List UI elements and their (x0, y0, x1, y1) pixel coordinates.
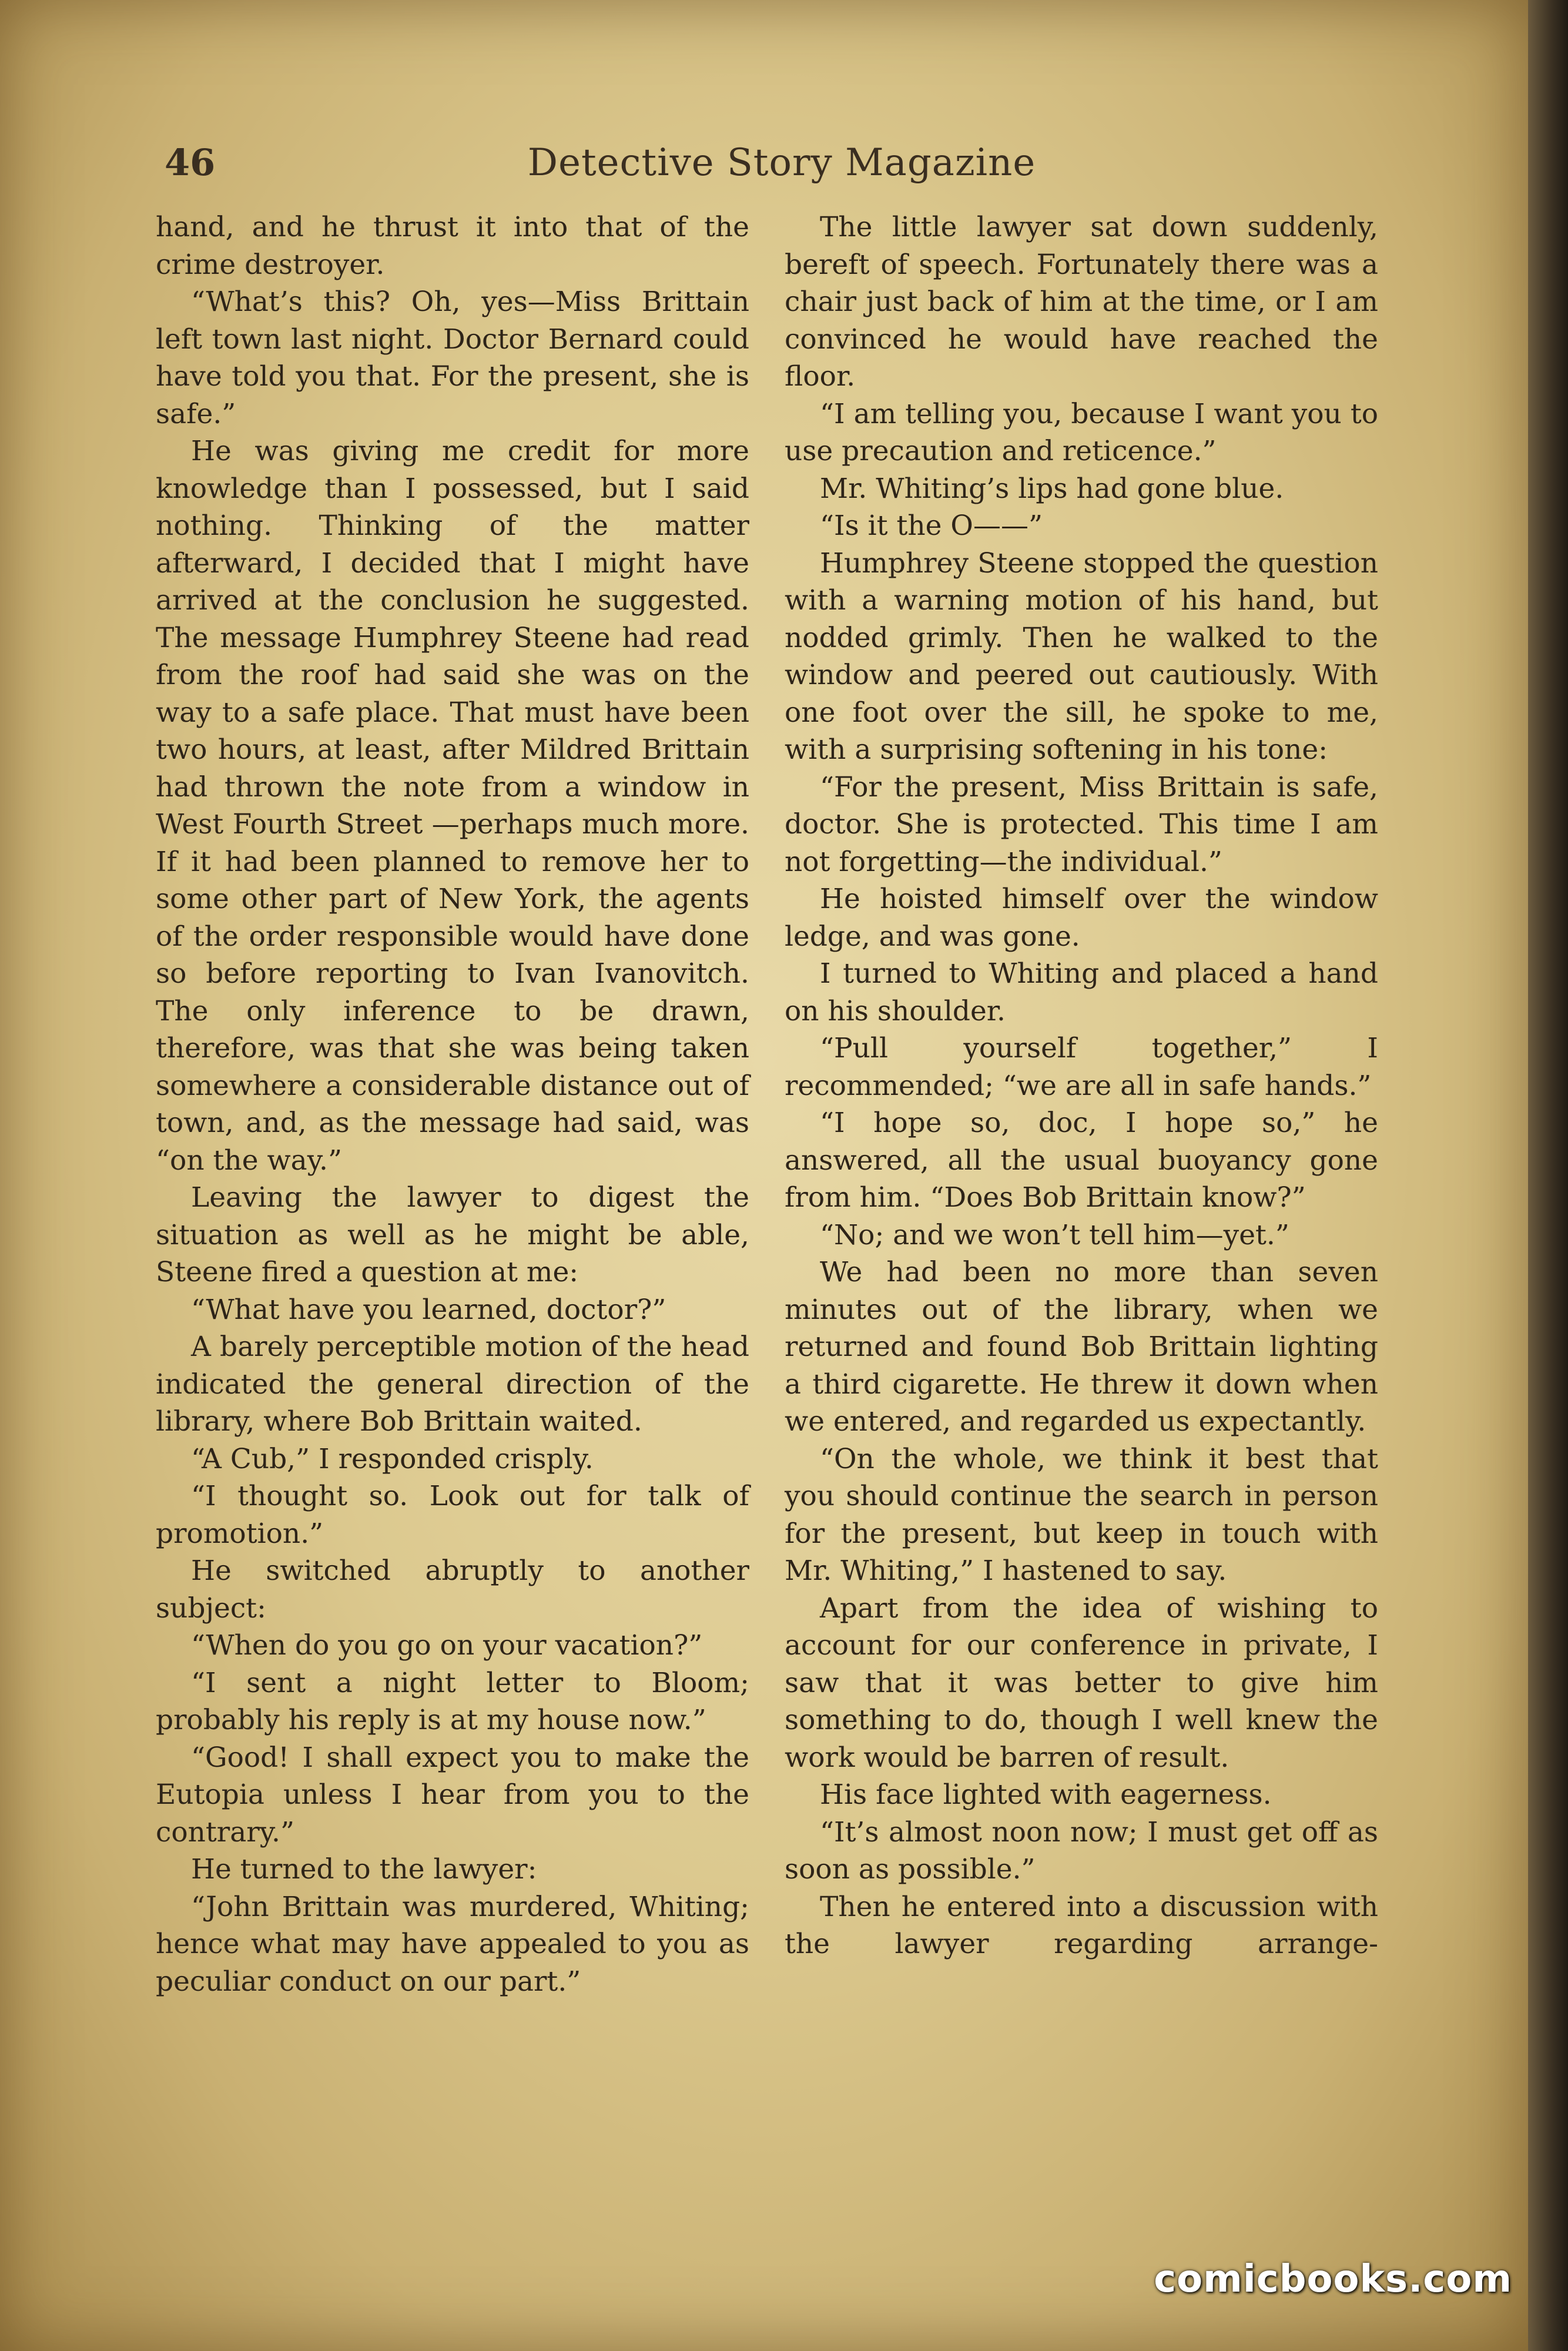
paragraph: We had been no more than seven minutes out of the library, when we returned and found Bob Brittain lighting a third cigarette. He threw it down when we entered, and regarded us expectantly. (785, 1256, 1378, 1438)
paragraph: “What have you learned, doctor?” (191, 1293, 666, 1326)
paragraph: Leaving the lawyer to digest the situation as well as he might be able, Steene fired a question at me: (156, 1181, 749, 1288)
paragraph: “When do you go on your vacation?” (191, 1629, 703, 1662)
page-number: 46 (165, 141, 216, 184)
paragraph: “Good! I shall expect you to make the Eutopia unless I hear from you to the contrary.” (156, 1741, 749, 1848)
watermark: comicbooks.com (1154, 2258, 1512, 2301)
paragraph: He was giving me credit for more knowledge than I possessed, but I said nothing. Thinking of the matter afterward, I decided that I might have arrived at the conclusion he suggested. The message Humphrey Steene had read from the roof had said she was on the way to a safe place. That must have been two hours, at least, after Mildred Brittain had thrown the note from a window in West Fourth Street —perhaps much more. If it had been planned to remove her to some other part of New York, the agents of the order responsible would have done so before reporting to Ivan Ivanovitch. The only inference to be drawn, therefore, was that she was being taken somewhere a considerable distance out of town, and, as the message had said, was “on the way.” (156, 435, 749, 1177)
paragraph: “John Brittain was murdered, Whiting; hence what may have appealed to you as peculiar conduct on our part.” (156, 1890, 749, 1998)
paragraph: “I am telling you, because I want you to use precaution and reticence.” (785, 397, 1378, 467)
paragraph: He hoisted himself over the window ledge, and was gone. (785, 883, 1378, 953)
paragraph: “Pull yourself together,” I recommended; “we are all in safe hands.” (785, 1032, 1378, 1102)
paragraph: “It’s almost noon now; I must get off as soon as possible.” (785, 1816, 1378, 1886)
paragraph: Apart from the idea of wishing to account for our conference in private, I saw that it was better to give him something to do, though I well knew the work would be barren of result. (785, 1592, 1378, 1774)
book-spine-edge (1528, 0, 1568, 2351)
paragraph: “I sent a night letter to Bloom; probably his reply is at my house now.” (156, 1666, 749, 1736)
paragraph: He turned to the lawyer: (191, 1853, 537, 1886)
paragraph: “Is it the O——” (820, 510, 1043, 542)
paragraph: A barely perceptible motion of the head indicated the general direction of the library, where Bob Brittain waited. (156, 1331, 749, 1438)
paragraph: Mr. Whiting’s lips had gone blue. (820, 472, 1284, 505)
paragraph: “On the whole, we think it best that you should continue the search in person for the present, but keep in touch with Mr. Whiting,” I hastened to say. (785, 1442, 1378, 1587)
paragraph: The little lawyer sat down suddenly, bereft of speech. Fortunately there was a chair just back of him at the time, or I am convinced he would have reached the floor. (785, 211, 1378, 393)
paragraph: He switched abruptly to another subject: (156, 1555, 749, 1625)
page-header (165, 141, 1399, 194)
paragraph: His face lighted with eagerness. (820, 1779, 1272, 1811)
paragraph: Then he entered into a discussion with the lawyer regarding arrange- (785, 1890, 1378, 1960)
left-column (156, 209, 749, 2000)
paragraph: hand, and he thrust it into that of the crime destroyer. (156, 211, 749, 281)
paragraph: “No; and we won’t tell him—yet.” (820, 1218, 1289, 1251)
paragraph: “For the present, Miss Brittain is safe, doctor. She is protected. This time I am not forgetting—the individual.” (785, 771, 1378, 878)
paragraph: Humphrey Steene stopped the question with a warning motion of his hand, but nodded grimly. Then he walked to the window and peered out cautiously. With one foot over the sill, he spoke to me, with a surprising softening in his tone: (785, 547, 1378, 766)
right-column (785, 209, 1378, 1963)
paragraph: “I hope so, doc, I hope so,” he answered, all the usual buoyancy gone from him. “Does Bob Brittain know?” (785, 1107, 1378, 1214)
paragraph: I turned to Whiting and placed a hand on his shoulder. (785, 957, 1378, 1027)
paragraph: “What’s this? Oh, yes—Miss Brittain left town last night. Doctor Bernard could have told you that. For the present, she is safe.” (156, 286, 749, 430)
paragraph: “A Cub,” I responded crisply. (191, 1442, 594, 1475)
paragraph: “I thought so. Look out for talk of promotion.” (156, 1480, 749, 1550)
magazine-title: Detective Story Magazine (527, 141, 1036, 185)
